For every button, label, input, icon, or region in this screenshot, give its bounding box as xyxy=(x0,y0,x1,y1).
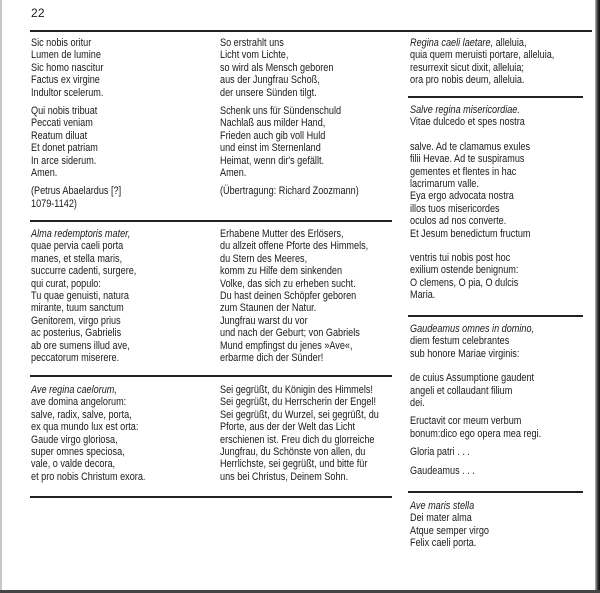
verse-line: Sic homo nascitur xyxy=(31,61,104,74)
verse-line: und einst im Sternenland xyxy=(220,142,321,155)
verse-line: Atque semper virgo xyxy=(410,524,489,537)
verse-line: Amen. xyxy=(220,167,247,180)
verse-line: ventris tui nobis post hoc xyxy=(410,252,511,265)
verse-line: Sei gegrüßt, du Königin des Himmels! xyxy=(220,384,373,396)
page-binding-edge xyxy=(595,0,600,593)
verse-line: Gaudeamus . . . xyxy=(410,464,475,477)
hymn-title xyxy=(31,384,145,396)
verse-line: Nachlaß aus milder Hand, xyxy=(220,117,326,130)
verse-line: quae pervia caeli porta xyxy=(31,240,124,253)
verse-line: filii Hevae. Ad te suspiramus xyxy=(410,153,525,166)
hymn-sic-nobis-german xyxy=(220,37,359,198)
verse-line: Sic nobis oritur xyxy=(31,37,92,49)
hymn-title xyxy=(31,228,136,240)
divider-right-2 xyxy=(408,315,583,317)
verse-line: und nach der Geburt; von Gabriels xyxy=(220,327,360,340)
verse-line: ac posterius, Gabrielis xyxy=(31,327,122,340)
verse-line: erschienen ist. Freu dich du glorreiche xyxy=(220,433,375,446)
divider-right-3 xyxy=(408,491,583,493)
verse-line: Sei gegrüßt, du Wurzel, sei gegrüßt, du xyxy=(220,408,379,421)
verse-line: bonum:dico ego opera mea regi. xyxy=(410,427,542,440)
divider-left-middle-2 xyxy=(30,375,392,377)
attribution: 1079-1142) xyxy=(31,197,77,210)
verse-line: salve. Ad te clamamus exules xyxy=(410,140,531,153)
hymn-title xyxy=(410,104,531,116)
verse-line: Maria. xyxy=(410,289,436,302)
hymn-salve-regina xyxy=(410,104,531,302)
hymn-alma-redemptoris-latin xyxy=(31,228,136,364)
verse-line: ex qua mundo lux est orta: xyxy=(31,421,139,434)
hymn-title xyxy=(410,37,554,49)
verse-line: resurrexit sicut dixit, alleluia; xyxy=(410,61,524,74)
verse-line: der unsere Sünden tilgt. xyxy=(220,86,317,99)
divider-right-1 xyxy=(408,96,583,98)
title-suffix: alleluia, xyxy=(493,37,527,49)
verse-line: Reatum diluat xyxy=(31,129,88,142)
verse-line: succurre cadenti, surgere, xyxy=(31,265,137,278)
verse-line: exilium ostende benignum: xyxy=(410,264,519,277)
hymn-sic-nobis-latin xyxy=(31,37,121,210)
verse-line: angeli et collaudant filium xyxy=(410,384,513,397)
hymn-ave-maris-stella xyxy=(410,500,489,550)
verse-line: du Stern des Meeres, xyxy=(220,252,308,265)
verse-line: Sei gegrüßt, du Herrscherin der Engel! xyxy=(220,396,376,409)
verse-line: Eructavit cor meum verbum xyxy=(410,415,522,428)
verse-line: ab ore sumens illud ave, xyxy=(31,339,130,352)
verse-line: manes, et stella maris, xyxy=(31,252,123,265)
page-number: 22 xyxy=(31,6,45,20)
verse-line: oculos ad nos converte. xyxy=(410,215,507,228)
verse-line: super omnes speciosa, xyxy=(31,446,125,459)
verse-line: ora pro nobis deum, alleluia. xyxy=(410,74,525,87)
hymn-alma-redemptoris-german xyxy=(220,228,368,364)
translation-credit: (Übertragung: Richard Zoozmann) xyxy=(220,185,359,198)
verse-line: So erstrahlt uns xyxy=(220,37,284,49)
attribution: (Petrus Abaelardus [?] xyxy=(31,185,122,198)
verse-line: komm zu Hilfe dem sinkenden xyxy=(220,265,343,278)
verse-line: Tu quae genuisti, natura xyxy=(31,290,129,303)
verse-line: du allzeit offene Pforte des Himmels, xyxy=(220,240,369,253)
verse-line: de cuius Assumptione gaudent xyxy=(410,372,535,385)
verse-line: Amen. xyxy=(31,167,58,180)
verse-line: quia quem meruisti portare, alleluia, xyxy=(410,49,555,62)
verse-line: Qui nobis tribuat xyxy=(31,105,98,118)
verse-line: Lumen de lumine xyxy=(31,49,101,62)
verse-line: erbarme dich der Sünder! xyxy=(220,352,324,365)
verse-line: Et donet patriam xyxy=(31,142,98,155)
top-rule xyxy=(30,30,592,32)
verse-line: vale, o valde decora, xyxy=(31,458,116,471)
verse-line: uns bei Christus, Deinem Sohn. xyxy=(220,470,349,483)
hymn-title-text: Ave regina caelorum, xyxy=(31,384,117,396)
verse-line: so wird als Mensch geboren xyxy=(220,61,334,74)
verse-line: Mund empfingst du jenes »Ave«, xyxy=(220,339,353,352)
verse-line: mirante, tuum sanctum xyxy=(31,302,124,315)
verse-line: Frieden auch gib voll Huld xyxy=(220,129,326,142)
verse-line: Volke, das sich zu erheben sucht. xyxy=(220,277,356,290)
hymn-regina-caeli xyxy=(410,37,554,87)
page-left-edge xyxy=(0,0,2,593)
hymn-gaudeamus xyxy=(410,323,541,477)
verse-line: Jungfrau warst du vor xyxy=(220,314,308,327)
hymn-title xyxy=(410,500,489,512)
verse-line: O clemens, O pia, O dulcis xyxy=(410,276,519,289)
verse-line: aus der Jungfrau Schoß, xyxy=(220,74,320,87)
verse-line: Peccati veniam xyxy=(31,117,93,130)
verse-line: Dei mater alma xyxy=(410,512,472,525)
divider-left-middle-3 xyxy=(30,496,392,498)
verse-line: Gaude virgo gloriosa, xyxy=(31,433,118,446)
verse-line: Heimat, wenn dir's gefällt. xyxy=(220,154,325,167)
hymn-title-text: Ave maris stella xyxy=(410,500,475,512)
verse-line: sub honore Mariae virginis: xyxy=(410,347,520,360)
verse-line: Gloria patri . . . xyxy=(410,446,470,459)
verse-line: lacrimarum valle. xyxy=(410,178,479,191)
verse-line: et pro nobis Christum exora. xyxy=(31,470,146,483)
verse-line: Pforte, aus der der Welt das Licht xyxy=(220,421,356,434)
verse-line: peccatorum miserere. xyxy=(31,352,120,365)
hymn-title xyxy=(410,323,541,335)
hymn-title-text: Gaudeamus omnes in domino, xyxy=(410,323,535,335)
hymn-title-text: Regina caeli laetare, xyxy=(410,37,494,49)
verse-line: Indultor scelerum. xyxy=(31,86,104,99)
hymn-title-text: Alma redemptoris mater, xyxy=(31,228,131,240)
hymn-ave-regina-german xyxy=(220,384,379,483)
divider-left-middle-1 xyxy=(30,220,392,222)
verse-line: Genitorem, virgo prius xyxy=(31,314,121,327)
verse-line: In arce siderum. xyxy=(31,154,97,167)
verse-line: Et Jesum benedictum fructum xyxy=(410,227,531,240)
verse-line: zum Staunen der Natur. xyxy=(220,302,317,315)
verse-line: Herrlichste, sei gegrüßt, und bitte für xyxy=(220,458,368,471)
verse-line: Du hast deinen Schöpfer geboren xyxy=(220,290,357,303)
verse-line: salve, radix, salve, porta, xyxy=(31,408,132,421)
hymn-title-text: Salve regina misericordiae. xyxy=(410,104,520,116)
verse-line: Erhabene Mutter des Erlösers, xyxy=(220,228,344,240)
verse-line: gementes et flentes in hac xyxy=(410,165,517,178)
verse-line: diem festum celebrantes xyxy=(410,335,510,348)
verse-line: Jungfrau, du Schönste von allen, du xyxy=(220,446,366,459)
verse-line: Vitae dulcedo et spes nostra xyxy=(410,116,525,129)
verse-line: illos tuos misericordes xyxy=(410,202,500,215)
verse-line: qui curat, populo: xyxy=(31,277,101,290)
verse-line: Schenk uns für Sündenschuld xyxy=(220,105,342,118)
verse-line: ave domina angelorum: xyxy=(31,396,127,409)
verse-line: Factus ex virgine xyxy=(31,74,100,87)
verse-line: Licht vom Lichte, xyxy=(220,49,289,62)
verse-line: dei. xyxy=(410,397,425,410)
verse-line: Eya ergo advocata nostra xyxy=(410,190,514,203)
verse-line: Felix caeli porta. xyxy=(410,537,477,550)
hymn-ave-regina-latin xyxy=(31,384,145,483)
